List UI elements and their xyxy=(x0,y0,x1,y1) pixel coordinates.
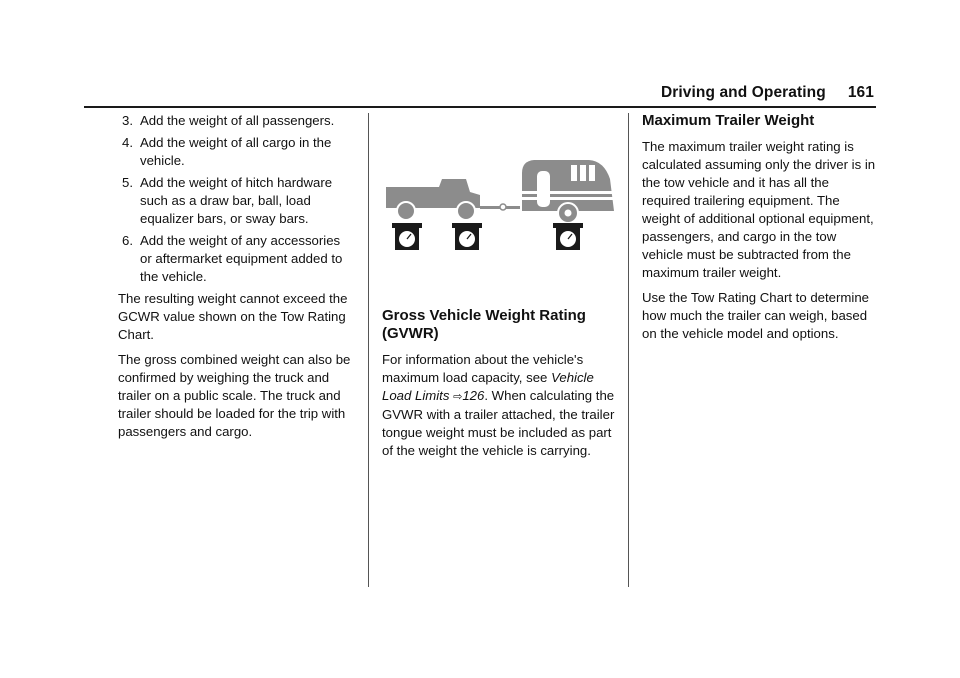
list-item xyxy=(118,134,354,170)
step-number: 3. xyxy=(122,113,133,128)
list-item xyxy=(118,112,354,130)
scale-icon xyxy=(392,223,422,250)
cross-reference-link[interactable]: Vehicle Load Limits xyxy=(382,370,594,403)
wheel-hub xyxy=(565,210,572,217)
paragraph-text: . When calculating the GVWR with a trailer attached, the trailer tongue weight must be included as part of the weight the vehicle is carrying. xyxy=(382,388,615,458)
hitch-ball xyxy=(500,204,506,210)
paragraph: The gross combined weight can also be confirmed by weighing the truck and trailer on a public scale. The truck and trailer should be loaded for the trip with passengers and cargo. xyxy=(118,352,351,439)
column-divider xyxy=(628,113,629,587)
list-item xyxy=(118,174,354,228)
steps-list xyxy=(118,112,354,286)
step-text: Add the weight of hitch hardware such as a draw bar, ball, load equalizer bars, or sway bars. xyxy=(140,175,333,226)
wheel-icon xyxy=(457,202,475,220)
step-number: 6. xyxy=(122,233,133,248)
page-reference[interactable]: 126 xyxy=(462,388,485,403)
paragraph: The maximum trailer weight rating is calculated assuming only the driver is in the tow vehicle and it has all the required trailering equipment. The weight of additional optional equipment, passengers, and cargo in the tow vehicle must be subtracted from the maximum trailer weight. xyxy=(642,139,876,280)
trailer-window xyxy=(589,165,595,181)
page-number: 161 xyxy=(847,84,874,101)
paragraph: The resulting weight cannot exceed the GCWR value shown on the Tow Rating Chart. xyxy=(118,291,348,342)
trailer-stripe xyxy=(522,191,614,194)
trailer-stripe xyxy=(522,197,614,200)
step-number: 4. xyxy=(122,135,133,150)
section-heading: Maximum Trailer Weight xyxy=(642,112,815,129)
column-divider xyxy=(368,113,369,587)
scale-icon xyxy=(452,223,482,250)
page-ref-arrow-icon: ⇨ xyxy=(453,391,463,403)
step-text: Add the weight of all cargo in the vehicle. xyxy=(140,135,332,168)
wheel-icon xyxy=(397,202,415,220)
page-header xyxy=(661,84,874,102)
paragraph: Use the Tow Rating Chart to determine how much the trailer can weigh, based on the vehicle model and options. xyxy=(642,290,869,341)
trailer-window xyxy=(580,165,586,181)
paragraph xyxy=(382,351,618,460)
trailer-window xyxy=(571,165,577,181)
list-item xyxy=(118,232,354,286)
left-column xyxy=(118,112,354,448)
section-title: Driving and Operating xyxy=(660,84,826,101)
step-text: Add the weight of any accessories or aftermarket equipment added to the vehicle. xyxy=(140,233,343,284)
trailer-door xyxy=(537,171,550,207)
header-rule xyxy=(84,106,876,108)
section-heading: Gross Vehicle Weight Rating (GVWR) xyxy=(382,307,586,342)
right-column xyxy=(642,112,878,350)
scale-icon xyxy=(553,223,583,250)
step-text: Add the weight of all passengers. xyxy=(140,113,335,128)
paragraph-text: For information about the vehicle's maximum load capacity, see xyxy=(382,352,584,385)
truck-trailer-scales-illustration xyxy=(382,113,618,253)
step-number: 5. xyxy=(122,175,133,190)
middle-column xyxy=(382,113,618,467)
